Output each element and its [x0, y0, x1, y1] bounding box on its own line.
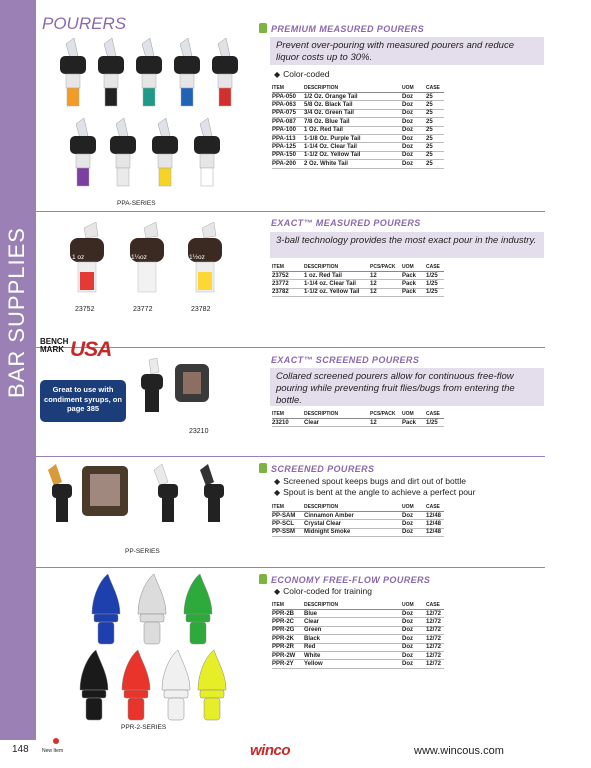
description-ppa: Prevent over-pouring with measured pourers and reduce liquor costs up to 30%. [270, 37, 544, 65]
col-header: UOM [402, 263, 426, 272]
ppa-pourer [70, 118, 96, 186]
table-cell: Doz [402, 652, 413, 659]
table-row [272, 651, 444, 659]
table-cell: 23782 [272, 289, 289, 296]
table-cell: Doz [402, 118, 413, 125]
ppr-pourer [138, 574, 166, 644]
table-cell: 25 [426, 152, 433, 159]
table-cell: Doz [402, 644, 413, 651]
table-cell: 1/25 [426, 419, 438, 426]
bullet-ppa-0 [274, 69, 329, 79]
table-row [272, 635, 444, 643]
table-cell: 25 [426, 135, 433, 142]
table-cell: Doz [402, 635, 413, 642]
table-row [272, 134, 444, 142]
pp-pourers-image [42, 462, 242, 550]
table-cell: 12 [370, 281, 377, 288]
table-cell: Clear [304, 619, 320, 626]
section-title-screened: EXACT™ SCREENED POURERS [271, 355, 420, 365]
table-cell: 1/25 [426, 289, 438, 296]
col-header: UOM [402, 410, 426, 419]
website-url: www.wincous.com [414, 745, 504, 757]
screened-pourer-image [135, 356, 235, 426]
table-cell: 1/2 Oz. Orange Tail [304, 93, 358, 100]
col-header: DESCRIPTION [304, 601, 402, 610]
ppa-pourer [60, 38, 86, 106]
table-cell: 1-1/2 Oz. Yellow Tail [304, 152, 361, 159]
ppr-pourer [198, 650, 226, 720]
section-title-exact: EXACT™ MEASURED POURERS [271, 218, 421, 228]
col-header: ITEM [272, 410, 304, 419]
ppa-pourer [136, 38, 162, 106]
table-cell: 12/48 [426, 529, 442, 536]
sidebar [0, 0, 36, 740]
pp-screen-mesh [90, 474, 120, 506]
table-cell: Doz [402, 127, 413, 134]
table-cell: 12/72 [426, 652, 442, 659]
table-row [272, 272, 444, 280]
col-header: DESCRIPTION [304, 503, 402, 512]
table-cell: 1 Oz. Red Tail [304, 127, 343, 134]
table-row [272, 280, 444, 288]
bullet-text: Spout is bent at the angle to achieve a perfect pour [283, 487, 476, 497]
table-cell: 12/72 [426, 644, 442, 651]
table-cell: 25 [426, 118, 433, 125]
table-cell: PPA-100 [272, 127, 296, 134]
table-cell: 1-1/2 oz. Yellow Tail [304, 289, 360, 296]
table-cell: Doz [402, 102, 413, 109]
table-cell: 12/72 [426, 627, 442, 634]
table-cell: 12/48 [426, 512, 442, 519]
table-cell: PPA-087 [272, 118, 296, 125]
table-cell: PP-SSM [272, 529, 296, 536]
spec-table-pp [272, 503, 444, 537]
table-cell: Doz [402, 619, 413, 626]
table-cell: PPA-075 [272, 110, 296, 117]
table-cell: PPA-150 [272, 152, 296, 159]
divider [36, 456, 545, 457]
table-row [272, 626, 444, 634]
col-header: DESCRIPTION [304, 84, 402, 93]
spec-table-exact [272, 263, 444, 297]
exact-label-1: 1 oz [72, 254, 85, 261]
benchmark-text: BENCH MARK [40, 337, 69, 354]
table-cell: 23752 [272, 272, 289, 279]
new-item-dot-icon [53, 738, 59, 744]
ppr-pourer [122, 650, 150, 720]
col-header: DESCRIPTION [304, 410, 370, 419]
table-row [272, 109, 444, 117]
table-cell: Doz [402, 610, 413, 617]
description-exact: 3-ball technology provides the most exact pour in the industry. [270, 232, 544, 258]
table-cell: Doz [402, 160, 413, 167]
ppr-pourer [92, 574, 120, 644]
table-cell: Doz [402, 135, 413, 142]
table-cell: Doz [402, 661, 413, 668]
table-cell: 1/25 [426, 272, 438, 279]
col-header: PCS/PACK [370, 410, 402, 419]
table-cell: 3/4 Oz. Green Tail [304, 110, 354, 117]
table-cell: PPR-2C [272, 619, 295, 626]
item-code: 23210 [189, 428, 209, 435]
table-cell: Crystal Clear [304, 521, 342, 528]
table-cell: 12 [370, 289, 377, 296]
benchmark-usa-logo [40, 338, 128, 360]
col-header: ITEM [272, 601, 304, 610]
pp-pourer-clear [154, 464, 178, 522]
item-code: 23782 [191, 306, 211, 313]
table-row [272, 419, 444, 427]
ppr-pourer [184, 574, 212, 644]
series-label-ppr: PPR-2-SERIES [121, 724, 167, 731]
col-header: CASE [426, 503, 444, 512]
table-cell: 25 [426, 160, 433, 167]
table-cell: PPA-063 [272, 102, 296, 109]
diamond-icon: ◆ [274, 477, 281, 486]
table-cell: Doz [402, 152, 413, 159]
ppr-pourer [162, 650, 190, 720]
section-title-pp: SCREENED POURERS [271, 464, 375, 474]
ppr-pourers-image [72, 572, 232, 722]
table-cell: 12/72 [426, 661, 442, 668]
table-row [272, 643, 444, 651]
table-cell: 25 [426, 144, 433, 151]
table-cell: Doz [402, 529, 413, 536]
bullet-text: Color-coded for training [283, 586, 372, 596]
table-cell: 1-1/8 Oz. Purple Tail [304, 135, 361, 142]
bullet-text: Color-coded [283, 69, 330, 79]
table-row [272, 618, 444, 626]
table-row [272, 160, 444, 168]
ppa-pourer [110, 118, 136, 186]
table-cell: Doz [402, 110, 413, 117]
table-row [272, 610, 444, 618]
diamond-icon: ◆ [274, 70, 281, 79]
table-cell: PPR-2R [272, 644, 295, 651]
col-header: DESCRIPTION [304, 263, 370, 272]
ppa-pourer [174, 38, 200, 106]
table-row [272, 512, 444, 520]
sidebar-label: BAR SUPPLIES [4, 227, 29, 398]
table-cell: Green [304, 627, 322, 634]
ppa-pourer [98, 38, 124, 106]
item-code: 23752 [75, 306, 95, 313]
divider [36, 211, 545, 212]
col-header: ITEM [272, 503, 304, 512]
col-header: CASE [426, 263, 444, 272]
table-cell: PPA-113 [272, 135, 296, 142]
table-cell: 1 oz. Red Tail [304, 272, 342, 279]
ppa-pourers-image [56, 38, 256, 204]
table-cell: 23772 [272, 281, 289, 288]
table-row [272, 143, 444, 151]
table-cell: 1/25 [426, 281, 438, 288]
ppa-pourer [152, 118, 178, 186]
new-item-legend: New Item [42, 748, 64, 754]
usa-text: USA [70, 338, 112, 361]
table-cell: PP-SCL [272, 521, 295, 528]
table-cell: Doz [402, 144, 413, 151]
table-cell: 5/8 Oz. Black Tail [304, 102, 353, 109]
syrup-callout: Great to use with condiment syrups, on page 385 [40, 380, 126, 422]
table-cell: White [304, 652, 321, 659]
pp-pourer-smoke [200, 464, 224, 522]
table-cell: Cinnamon Amber [304, 512, 354, 519]
table-cell: PPR-2B [272, 610, 295, 617]
table-cell: PPR-2G [272, 627, 295, 634]
table-cell: Pack [402, 281, 417, 288]
table-cell: 12/72 [426, 619, 442, 626]
table-row [272, 288, 444, 296]
page-number: 148 [12, 744, 29, 755]
shopping-bag-icon [259, 463, 267, 473]
col-header: UOM [402, 503, 426, 512]
divider [36, 567, 545, 568]
bullet-ppr-0 [274, 586, 372, 596]
table-cell: Pack [402, 419, 417, 426]
col-header: ITEM [272, 84, 304, 93]
table-cell: 12 [370, 419, 377, 426]
table-cell: PPR-2Y [272, 661, 294, 668]
table-cell: 1-1/4 oz. Clear Tail [304, 281, 356, 288]
table-row [272, 528, 444, 536]
col-header: UOM [402, 84, 426, 93]
table-cell: PPA-125 [272, 144, 296, 151]
table-cell: Doz [402, 512, 413, 519]
table-row [272, 151, 444, 159]
table-cell: PPA-200 [272, 160, 296, 167]
table-row [272, 101, 444, 109]
table-cell: Pack [402, 289, 417, 296]
table-row [272, 93, 444, 101]
exact-label-3: 1½oz [189, 254, 205, 261]
diamond-icon: ◆ [274, 488, 281, 497]
spec-table-ppa [272, 84, 444, 169]
table-cell: 25 [426, 93, 433, 100]
table-cell: Doz [402, 627, 413, 634]
shopping-bag-icon [259, 23, 267, 33]
pp-pourer-amber [48, 464, 72, 522]
ppa-pourer [194, 118, 220, 186]
sidebar-label-wrap [4, 208, 32, 398]
col-header: CASE [426, 84, 444, 93]
table-cell: 12/48 [426, 521, 442, 528]
description-screened: Collared screened pourers allow for continuous free-flow pouring while preventing fruit flies/bugs from entering the bottle. [270, 368, 544, 406]
table-row [272, 118, 444, 126]
table-cell: 12 [370, 272, 377, 279]
table-cell: Midnight Smoke [304, 529, 351, 536]
table-cell: Yellow [304, 661, 323, 668]
diamond-icon: ◆ [274, 587, 281, 596]
col-header: CASE [426, 410, 444, 419]
ppa-pourer [212, 38, 238, 106]
col-header: ITEM [272, 263, 304, 272]
table-cell: 2 Oz. White Tail [304, 160, 348, 167]
page-title: POURERS [42, 14, 127, 33]
table-cell: PPR-2K [272, 635, 295, 642]
section-title-ppr: ECONOMY FREE-FLOW POURERS [271, 575, 431, 585]
table-cell: PP-SAM [272, 512, 296, 519]
table-cell: Red [304, 644, 316, 651]
bullet-pp-0 [274, 476, 466, 486]
table-cell: 12/72 [426, 635, 442, 642]
table-cell: PPA-050 [272, 93, 296, 100]
col-header: CASE [426, 601, 444, 610]
item-code: 23772 [133, 306, 153, 313]
table-cell: 25 [426, 127, 433, 134]
table-cell: 23210 [272, 419, 289, 426]
brand-logo: winco [250, 742, 291, 759]
table-cell: Doz [402, 93, 413, 100]
spec-table-ppr [272, 601, 444, 669]
table-row [272, 126, 444, 134]
table-cell: Black [304, 635, 321, 642]
table-cell: Clear [304, 419, 320, 426]
table-cell: 25 [426, 110, 433, 117]
series-label-pp: PP-SERIES [125, 548, 160, 555]
table-cell: 7/8 Oz. Blue Tail [304, 118, 350, 125]
table-row [272, 660, 444, 668]
shopping-bag-icon [259, 574, 267, 584]
table-cell: 1-1/4 Oz. Clear Tail [304, 144, 357, 151]
section-title-ppa: PREMIUM MEASURED POURERS [271, 24, 425, 34]
col-header: PCS/PACK [370, 263, 402, 272]
bullet-text: Screened spout keeps bugs and dirt out of bottle [283, 476, 467, 486]
table-cell: PPR-2W [272, 652, 296, 659]
spec-table-screened [272, 410, 444, 427]
exact-pourers-image [56, 222, 226, 308]
table-cell: 12/72 [426, 610, 442, 617]
table-cell: Doz [402, 521, 413, 528]
col-header: UOM [402, 601, 426, 610]
bullet-pp-1 [274, 487, 475, 497]
table-cell: Blue [304, 610, 318, 617]
exact-label-2: 1¼oz [131, 254, 147, 261]
table-row [272, 520, 444, 528]
ppr-pourer [80, 650, 108, 720]
table-cell: 25 [426, 102, 433, 109]
series-label-ppa: PPA-SERIES [117, 200, 156, 207]
table-cell: Pack [402, 272, 417, 279]
